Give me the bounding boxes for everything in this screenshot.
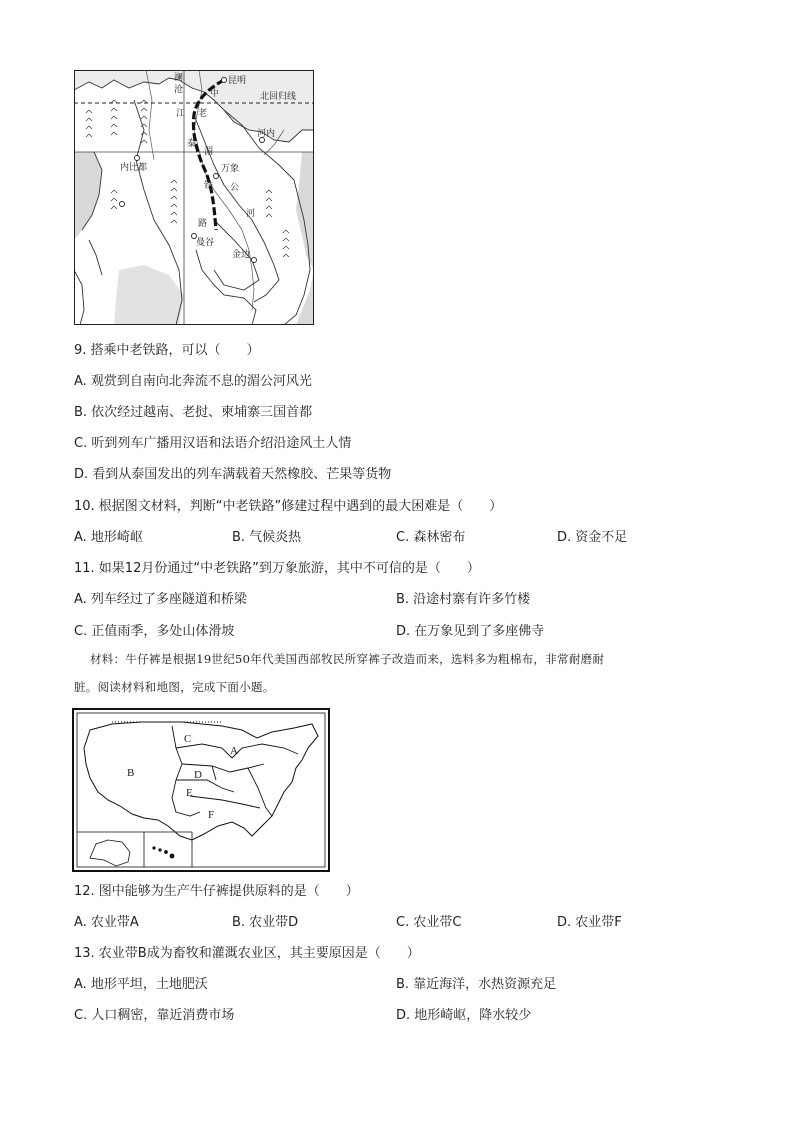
question-13-option-a: A. 地形平坦，土地肥沃 [74,977,208,992]
us-agricultural-belts-map [72,708,330,872]
question-13-option-b: B. 靠近海洋，水热资源充足 [396,977,557,992]
label-mei: 湄 [204,147,214,157]
naypyidaw-marker [135,156,140,161]
question-10-option-a: A. 地形崎岖 [74,530,143,545]
question-9-stem: 9. 搭乘中老铁路，可以（ ） [74,343,260,358]
question-12-option-d: D. 农业带F [557,915,622,930]
label-naypyidaw: 内比都 [120,163,148,173]
label-lao: 老 [198,109,208,119]
vientiane-marker [214,174,219,179]
question-9-option-b: B. 依次经过越南、老挝、柬埔寨三国首都 [74,405,313,420]
belt-label-f: F [208,809,215,821]
question-10-option-d: D. 资金不足 [557,530,628,545]
question-10-option-b: B. 气候炎热 [232,530,302,545]
belt-label-e: E [186,787,193,799]
kunming-marker [222,78,227,83]
label-cang: 沧 [174,85,184,95]
map1-labels [120,71,296,260]
phnompenh-marker [252,258,257,263]
label-phnompenh: 金边 [232,250,251,260]
label-tie: 铁 [204,181,214,191]
question-13-stem: 13. 农业带B成为畜牧和灌溉农业区，其主要原因是（ ） [74,946,420,961]
question-11-option-d: D. 在万象见到了多座佛寺 [396,624,545,639]
belt-label-c: C [184,733,192,745]
question-10-stem: 10. 根据图文材料，判断“中老铁路”修建过程中遇到的最大困难是（ ） [74,499,503,514]
label-hanoi: 河内 [257,129,276,139]
label-tropic: 北回归线 [260,92,297,102]
china-laos-railway-map [74,70,314,325]
question-9-option-c: C. 听到列车广播用汉语和法语介绍沿途风土人情 [74,436,352,451]
reading-material [74,645,724,701]
question-11-option-c: C. 正值雨季，多处山体滑坡 [74,624,235,639]
question-12-option-c: C. 农业带C [396,915,462,930]
question-9-option-d: D. 看到从泰国发出的列车满载着天然橡胶、芒果等货物 [74,467,392,482]
map2-outer-frame [73,709,329,871]
question-13-option-d: D. 地形崎岖，降水较少 [396,1008,532,1023]
material-line-1: 材料：牛仔裤是根据19世纪50年代美国西部牧民所穿裤子改造而来，选料多为粗棉布，非常耐磨耐 [90,652,605,666]
question-13-option-c: C. 人口稠密，靠近消费市场 [74,1008,235,1023]
question-12-option-a: A. 农业带A [74,915,139,930]
label-tai: 泰 [187,139,197,149]
question-12-option-b: B. 农业带D [232,915,299,930]
label-lu: 路 [198,219,208,229]
belt-label-b: B [127,767,135,779]
question-11-option-b: B. 沿途村寨有许多竹楼 [396,592,531,607]
yangon-marker [120,202,125,207]
material-line-2: 脏。阅读材料和地图，完成下面小题。 [74,680,275,694]
question-10-option-c: C. 森林密布 [396,530,466,545]
belt-label-a: A [230,745,238,757]
question-12-stem: 12. 图中能够为生产牛仔裤提供原料的是（ ） [74,884,359,899]
label-zhong: 中 [210,89,220,99]
question-11-stem: 11. 如果12月份通过“中老铁路”到万象旅游，其中不可信的是（ ） [74,561,480,576]
question-11-option-a: A. 列车经过了多座隧道和桥梁 [74,592,247,607]
label-gong: 公 [230,183,240,193]
label-lan: 澜 [174,73,184,83]
label-vientiane: 万象 [221,164,240,174]
label-kunming: 昆明 [228,76,247,86]
map1-shaded-areas [74,70,314,325]
question-9-option-a: A. 观赏到自南向北奔流不息的湄公河风光 [74,374,312,389]
label-he: 河 [246,209,256,219]
belt-label-d: D [194,769,202,781]
label-jiang: 江 [176,109,186,119]
label-bangkok: 曼谷 [196,238,215,248]
